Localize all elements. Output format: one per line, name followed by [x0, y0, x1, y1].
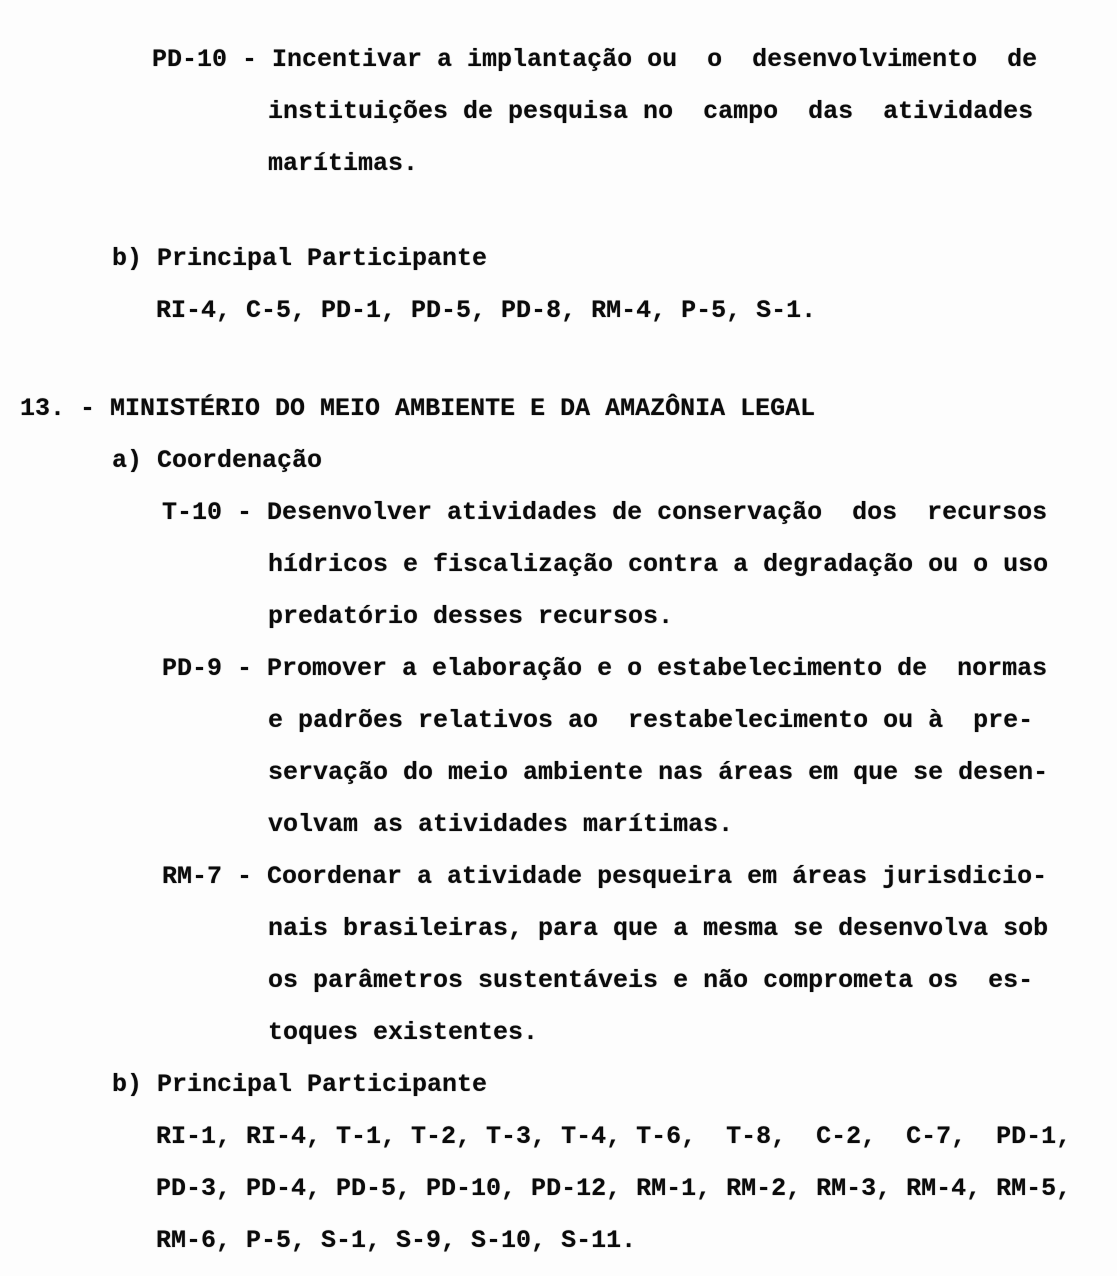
- item-rm7-line-1: RM-7 - Coordenar a atividade pesqueira em áreas jurisdicio-: [162, 862, 1048, 891]
- item-t10-line-2: hídricos e fiscalização contra a degradação ou o uso: [268, 550, 1049, 579]
- item-t10-line-1: T-10 - Desenvolver atividades de conservação dos recursos: [162, 498, 1048, 527]
- item-t10-line-3: predatório desses recursos.: [268, 602, 674, 631]
- item-rm7-line-2: nais brasileiras, para que a mesma se desenvolva sob: [268, 914, 1049, 943]
- section12-participants-heading: b) Principal Participante: [112, 244, 488, 273]
- section13-coordination-heading: a) Coordenação: [112, 446, 323, 475]
- item-pd9-line-4: volvam as atividades marítimas.: [268, 810, 734, 839]
- section13-participants-list-1: RI-1, RI-4, T-1, T-2, T-3, T-4, T-6, T-8, C-2, C-7, PD-1,: [156, 1122, 1072, 1151]
- section13-heading: 13. - MINISTÉRIO DO MEIO AMBIENTE E DA AMAZÔNIA LEGAL: [20, 394, 816, 423]
- item-pd10-line-3: marítimas.: [268, 149, 419, 178]
- item-rm7-line-3: os parâmetros sustentáveis e não comprometa os es-: [268, 966, 1034, 995]
- item-pd9-line-1: PD-9 - Promover a elaboração e o estabelecimento de normas: [162, 654, 1048, 683]
- section13-participants-list-3: RM-6, P-5, S-1, S-9, S-10, S-11.: [156, 1226, 637, 1255]
- item-rm7-line-4: toques existentes.: [268, 1018, 539, 1047]
- section13-participants-heading: b) Principal Participante: [112, 1070, 488, 1099]
- item-pd9-line-3: servação do meio ambiente nas áreas em que se desen-: [268, 758, 1049, 787]
- item-pd9-line-2: e padrões relativos ao restabelecimento ou à pre-: [268, 706, 1034, 735]
- item-pd10-line-2: instituições de pesquisa no campo das atividades: [268, 97, 1034, 126]
- section13-participants-list-2: PD-3, PD-4, PD-5, PD-10, PD-12, RM-1, RM-2, RM-3, RM-4, RM-5,: [156, 1174, 1072, 1203]
- item-pd10-line-1: PD-10 - Incentivar a implantação ou o desenvolvimento de: [152, 45, 1038, 74]
- section12-participants-list: RI-4, C-5, PD-1, PD-5, PD-8, RM-4, P-5, S-1.: [156, 296, 817, 325]
